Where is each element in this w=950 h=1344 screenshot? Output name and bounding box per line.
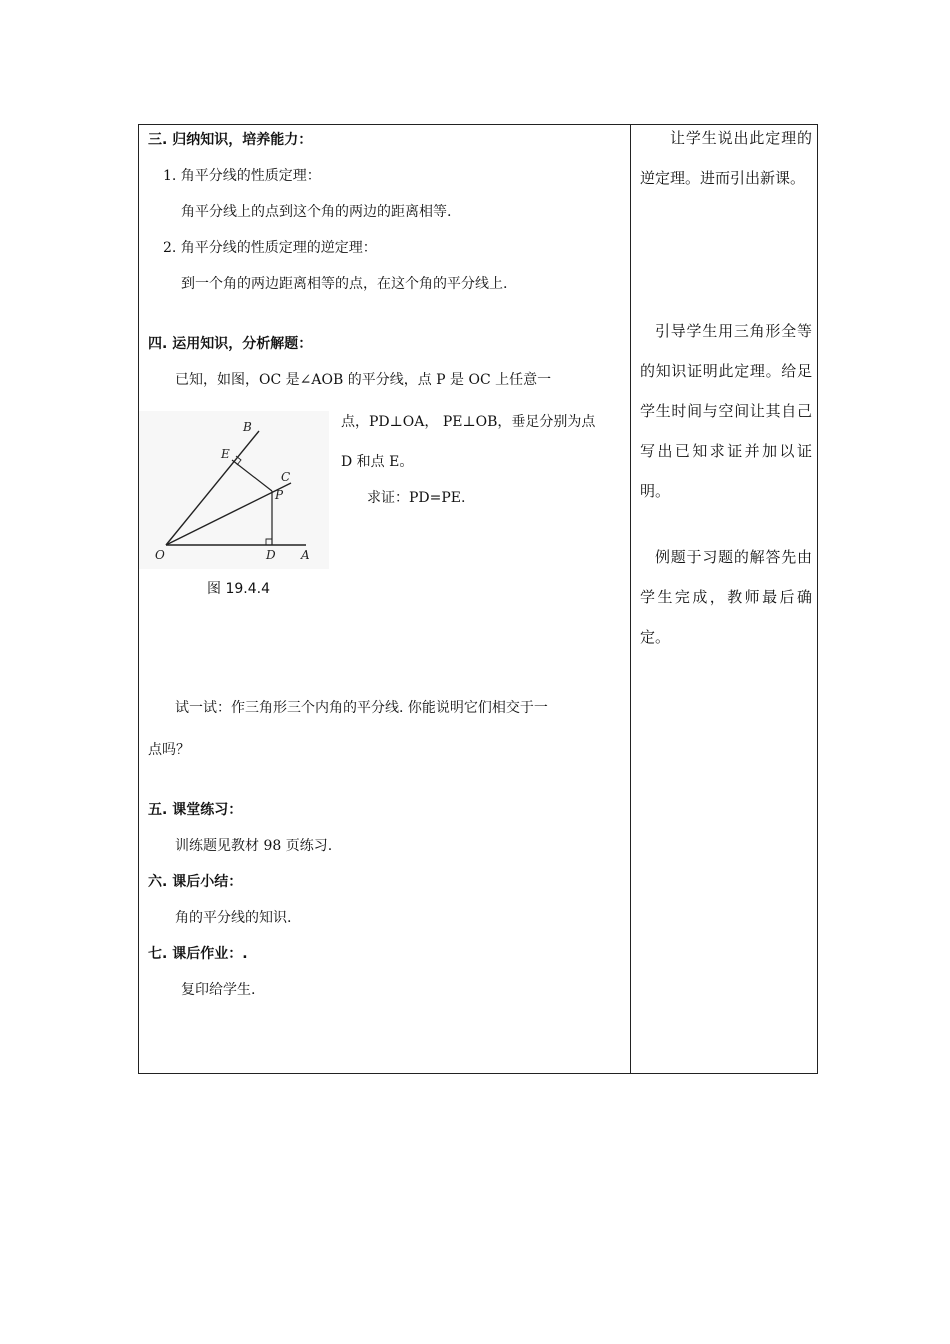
label-b: B — [243, 420, 252, 434]
theorem-2-text: 到一个角的两边距离相等的点，在这个角的平分线上. — [181, 276, 508, 292]
example-prove: 求证：PD=PE. — [367, 490, 466, 506]
section-5-text: 训练题见教材 98 页练习. — [175, 838, 333, 854]
teacher-note-3 — [640, 537, 812, 657]
label-e: E — [221, 447, 230, 461]
example-line-2: 点，PD⊥OA， PE⊥OB，垂足分别为点 — [341, 414, 596, 430]
label-o: O — [155, 548, 165, 562]
label-p: P — [275, 488, 284, 502]
example-line-1: 已知，如图，OC 是∠AOB 的平分线，点 P 是 OC 上任意一 — [175, 372, 552, 388]
teacher-note-1 — [640, 118, 812, 198]
teacher-note-2-text: 引导学生用三角形全等的知识证明此定理。给足学生时间与空间让其自己写出已知求证并加以证明。 — [640, 322, 812, 500]
section-4-title: 四. 运用知识，分析解题： — [148, 336, 313, 352]
section-5-title: 五. 课堂练习： — [148, 802, 243, 818]
column-divider — [630, 125, 631, 1073]
section-6-text: 角的平分线的知识. — [175, 910, 292, 926]
theorem-1-text: 角平分线上的点到这个角的两边的距离相等. — [181, 204, 452, 220]
try-line-2: 点吗？ — [148, 742, 190, 758]
try-line-1: 试一试：作三角形三个内角的平分线. 你能说明它们相交于一 — [175, 700, 548, 716]
label-d: D — [266, 548, 276, 562]
figure-caption: 图 19.4.4 — [207, 581, 270, 597]
lesson-table — [138, 124, 818, 1074]
section-7-title: 七. 课后作业：. — [148, 946, 248, 962]
section-7-text: 复印给学生. — [181, 982, 256, 998]
teacher-note-1-text: 让学生说出此定理的逆定理。进而引出新课。 — [640, 129, 812, 187]
angle-bisector-figure — [139, 411, 329, 569]
label-c: C — [281, 470, 291, 484]
example-line-3: D 和点 E。 — [341, 454, 414, 470]
theorem-2-label: 2. 角平分线的性质定理的逆定理： — [163, 240, 377, 256]
theorem-1-label: 1. 角平分线的性质定理： — [163, 168, 321, 184]
section-3-title: 三. 归纳知识，培养能力： — [148, 132, 313, 148]
teacher-note-2 — [640, 311, 812, 511]
teacher-note-3-text: 例题于习题的解答先由学生完成，教师最后确定。 — [640, 548, 812, 646]
section-6-title: 六. 课后小结： — [148, 874, 243, 890]
label-a: A — [301, 548, 310, 562]
